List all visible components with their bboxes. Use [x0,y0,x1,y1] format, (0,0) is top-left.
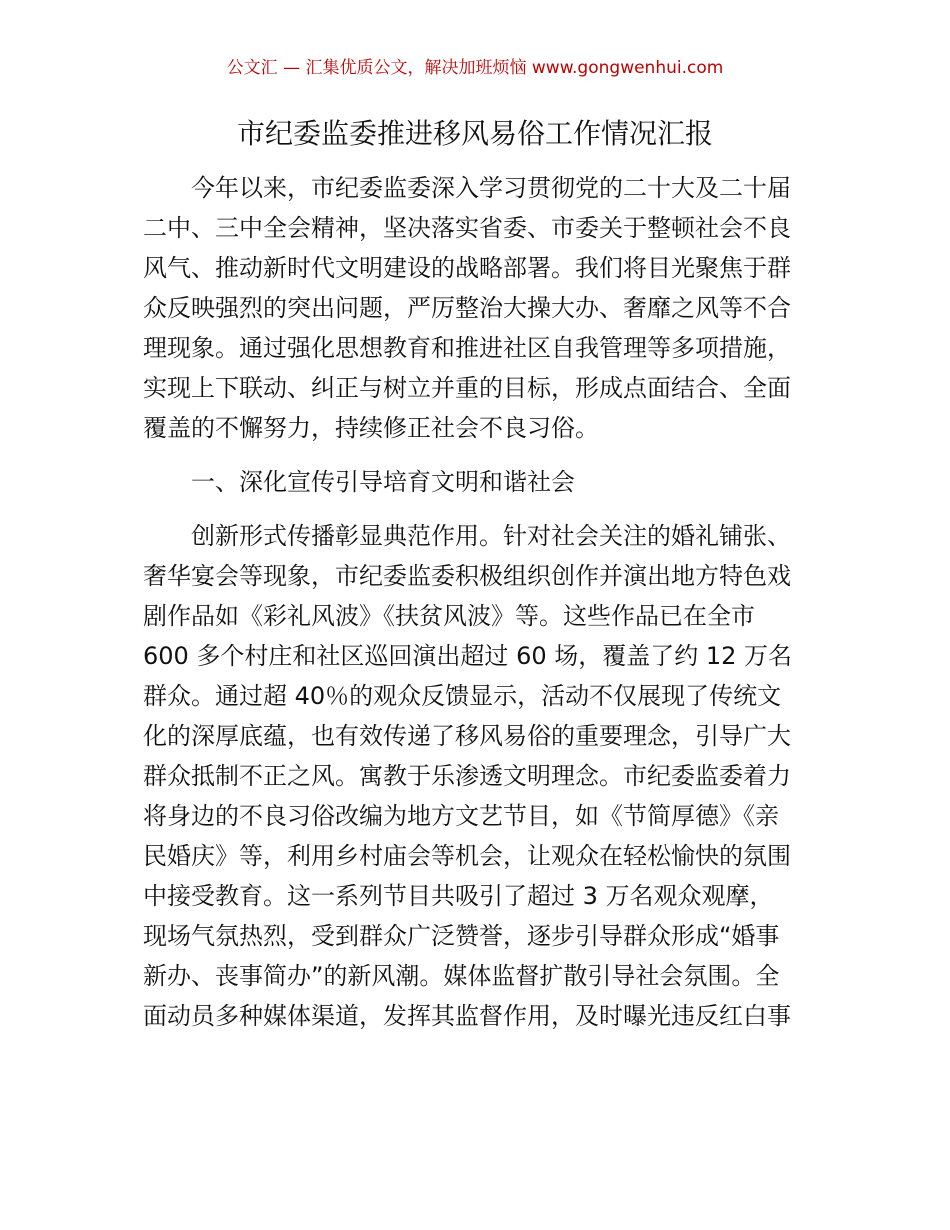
intro-line: 风气、推动新时代文明建设的战略部署。我们将目光聚焦于群 [143,254,791,282]
header-banner: 公文汇 — 汇集优质公文，解决加班烦恼 www.gongwenhui.com [226,58,724,78]
document-title: 市纪委监委推进移风易俗工作情况汇报 [236,117,713,150]
paragraph-gap [143,502,813,516]
section-line: 化的深厚底蕴，也有效传递了移风易俗的重要理念，引导广大 [143,722,791,750]
section-line: 中接受教育。这一系列节目共吸引了超过 3 万名观众观摩， [143,882,774,910]
section-line: 民婚庆》等，利用乡村庙会等机会，让观众在轻松愉快的氛围 [143,842,791,870]
intro-line: 理现象。通过强化思想教育和推进社区自我管理等多项措施， [143,334,791,362]
section-line: 创新形式传播彰显典范作用。针对社会关注的婚礼铺张、 [143,522,791,550]
section-line: 奢华宴会等现象，市纪委监委积极组织创作并演出地方特色戏 [143,562,791,590]
intro-line: 覆盖的不懈努力，持续修正社会不良习俗。 [143,414,599,442]
section-line: 新办、丧事简办”的新风潮。媒体监督扩散引导社会氛围。全 [143,962,780,990]
section-line: 剧作品如《彩礼风波》《扶贫风波》等。这些作品已在全市 [143,602,755,630]
intro-line: 实现上下联动、纠正与树立并重的目标，形成点面结合、全面 [143,374,791,402]
section-line: 600 多个村庄和社区巡回演出超过 60 场，覆盖了约 12 万名 [143,642,793,670]
intro-line: 众反映强烈的突出问题，严厉整治大操大办、奢靡之风等不合 [143,294,791,322]
document-body [143,168,813,1036]
intro-line: 今年以来，市纪委监委深入学习贯彻党的二十大及二十届 [143,174,791,202]
section-line: 群众。通过超 40％的观众反馈显示，活动不仅展现了传统文 [143,682,782,710]
section-line: 现场气氛热烈，受到群众广泛赞誉，逐步引导群众形成“婚事 [143,922,780,950]
section-line: 将身边的不良习俗改编为地方文艺节目，如《节简厚德》《亲 [143,802,779,830]
section-line: 面动员多种媒体渠道，发挥其监督作用，及时曝光违反红白事 [143,1002,791,1030]
section-heading: 一、深化宣传引导培育文明和谐社会 [143,468,575,496]
paragraph-gap [143,448,813,462]
section-line: 群众抵制不正之风。寓教于乐渗透文明理念。市纪委监委着力 [143,762,791,790]
intro-line: 二中、三中全会精神，坚决落实省委、市委关于整顿社会不良 [143,214,791,242]
